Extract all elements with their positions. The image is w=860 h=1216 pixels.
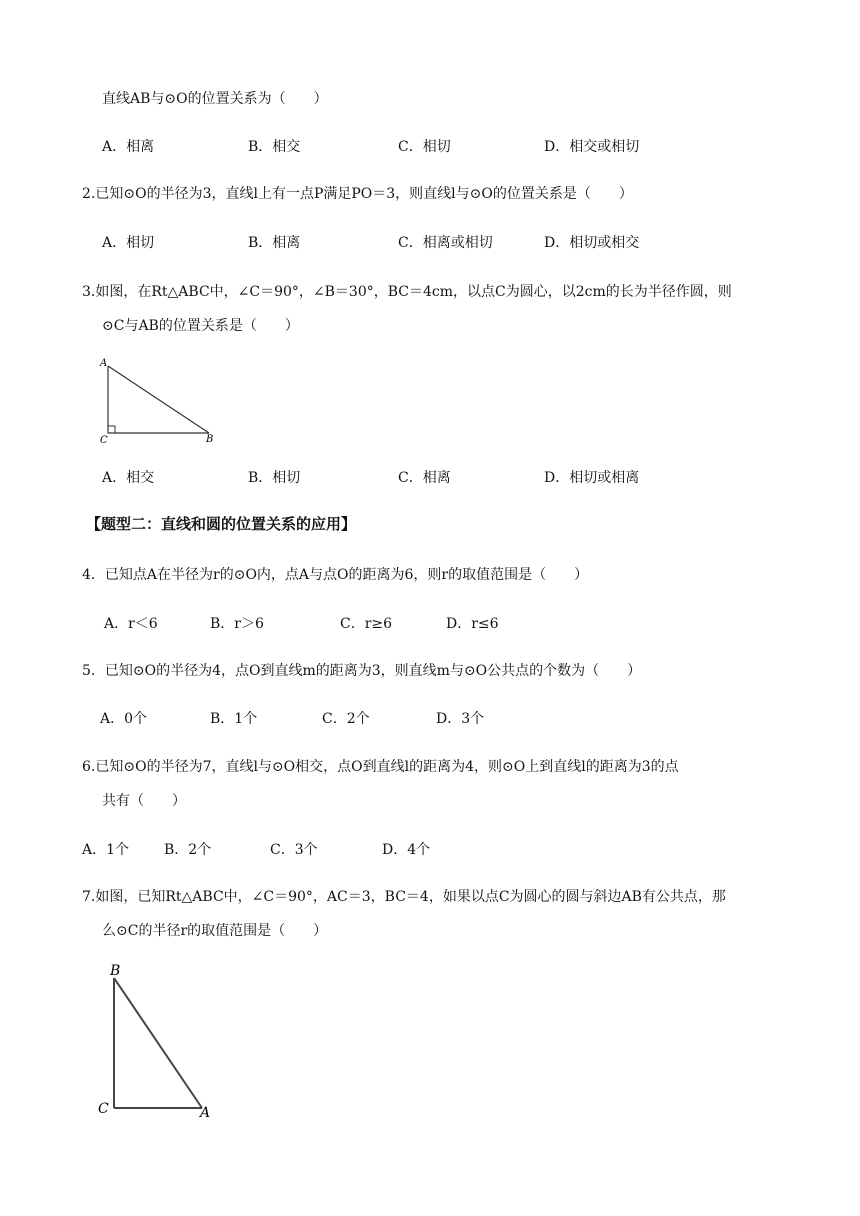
question-3-stem-line1: 3.如图，在Rt△ABC中，∠C＝90°，∠B＝30°，BC＝4cm，以点C为圆心，以2cm的长为半径作圆，则 (82, 284, 732, 300)
option-b: B．1个 (210, 711, 258, 727)
option-d: D．相交或相切 (544, 139, 640, 155)
option-d: D．3个 (436, 711, 485, 727)
vertex-label-c: C (100, 435, 108, 446)
option-d: D．相切或相交 (544, 235, 640, 251)
option-c: C．3个 (270, 842, 318, 858)
option-a: A．0个 (100, 711, 148, 727)
vertex-label-a: A (200, 1105, 211, 1121)
vertex-label-a: A (100, 358, 108, 369)
option-c: C．2个 (322, 711, 370, 727)
option-b: B．相切 (248, 470, 301, 486)
question-4-stem: 4．已知点A在半径为r的⊙O内，点A与点O的距离为6，则r的取值范围是（ ） (82, 567, 589, 583)
option-a: A．1个 (82, 842, 130, 858)
option-c: C．相切 (398, 139, 451, 155)
section-heading: 【题型二：直线和圆的位置关系的应用】 (86, 515, 357, 533)
question-2-stem: 2.已知⊙O的半径为3，直线l上有一点P满足PO＝3，则直线l与⊙O的位置关系是（ ） (82, 186, 633, 202)
question-7-stem-line1: 7.如图，已知Rt△ABC中，∠C＝90°，AC＝3，BC＝4，如果以点C为圆心的圆与斜边AB有公共点，那 (82, 889, 726, 905)
question-5-stem: 5．已知⊙O的半径为4，点O到直线m的距离为3，则直线m与⊙O公共点的个数为（ ） (82, 663, 642, 679)
question-6-stem-line1: 6.已知⊙O的半径为7，直线l与⊙O相交，点O到直线l的距离为4，则⊙O上到直线l的距离为3的点 (82, 759, 679, 775)
triangle-figure-q7 (94, 958, 224, 1122)
option-b: B．相交 (248, 139, 301, 155)
option-c: C．相离 (398, 470, 451, 486)
option-b: B．相离 (248, 235, 301, 251)
option-a: A．相离 (102, 139, 155, 155)
option-a: A．相切 (102, 235, 155, 251)
option-a: A．相交 (102, 470, 155, 486)
question-6-stem-line2: 共有（ ） (102, 793, 186, 809)
vertex-label-b: B (206, 434, 214, 445)
triangle-figure-q3 (96, 352, 226, 448)
question-7-stem-line2: 么⊙C的半径r的取值范围是（ ） (102, 923, 328, 939)
option-c: C．相离或相切 (398, 235, 493, 251)
vertex-label-b: B (110, 963, 121, 979)
option-b: B．r＞6 (210, 616, 264, 632)
option-c: C．r≥6 (340, 616, 393, 632)
option-a: A．r＜6 (104, 616, 158, 632)
option-b: B．2个 (164, 842, 212, 858)
question-stem: 直线AB与⊙O的位置关系为（ ） (102, 91, 328, 107)
vertex-label-c: C (98, 1101, 109, 1117)
question-3-stem-line2: ⊙C与AB的位置关系是（ ） (102, 318, 299, 334)
option-d: D．r≤6 (446, 616, 499, 632)
option-d: D．4个 (382, 842, 431, 858)
option-d: D．相切或相离 (544, 470, 640, 486)
